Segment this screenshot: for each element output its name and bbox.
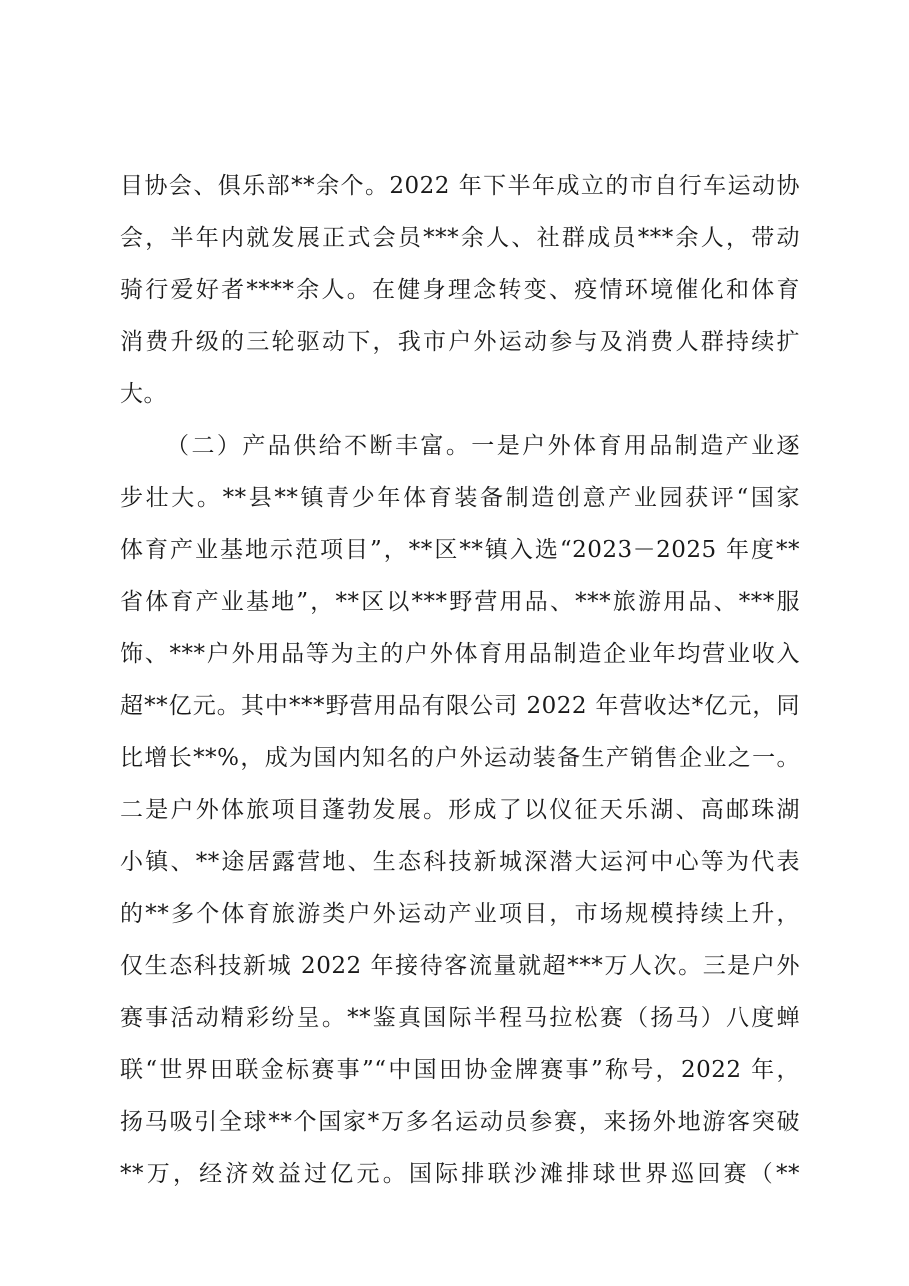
text-line: 省体育产业基地”，**区以***野营用品、***旅游用品、***服 <box>120 589 800 615</box>
text-line: 仅生态科技新城 2022 年接待客流量就超***万人次。三是户外 <box>120 953 800 979</box>
paragraph-heading-line: （二）产品供给不断丰富。一是户外体育用品制造产业逐 <box>166 433 800 459</box>
text-line: 骑行爱好者****余人。在健身理念转变、疫情环境催化和体育 <box>120 277 800 303</box>
text-line: 体育产业基地示范项目”，**区**镇入选“2023－2025 年度** <box>120 537 800 563</box>
text-line: 大。 <box>120 381 167 407</box>
text-line: 超**亿元。其中***野营用品有限公司 2022 年营收达*亿元，同 <box>120 693 800 719</box>
text-line: 扬马吸引全球**个国家*万多名运动员参赛，来扬外地游客突破 <box>120 1109 800 1135</box>
text-line: 二是户外体旅项目蓬勃发展。形成了以仪征天乐湖、高邮珠湖 <box>120 797 800 823</box>
text-line: 的**多个体育旅游类户外运动产业项目，市场规模持续上升， <box>120 901 800 927</box>
text-line: 饰、***户外用品等为主的户外体育用品制造企业年均营业收入 <box>120 641 800 667</box>
text-line: 赛事活动精彩纷呈。**鉴真国际半程马拉松赛（扬马）八度蝉 <box>120 1005 800 1031</box>
text-line: 消费升级的三轮驱动下，我市户外运动参与及消费人群持续扩 <box>120 329 800 355</box>
text-line: 联“世界田联金标赛事”“中国田协金牌赛事”称号，2022 年， <box>120 1057 800 1083</box>
text-line: 比增长**%，成为国内知名的户外运动装备生产销售企业之一。 <box>120 745 800 771</box>
text-line: **万，经济效益过亿元。国际排联沙滩排球世界巡回赛（** <box>120 1161 800 1187</box>
text-line: 目协会、俱乐部**余个。2022 年下半年成立的市自行车运动协 <box>120 173 800 199</box>
text-line: 小镇、**途居露营地、生态科技新城深潜大运河中心等为代表 <box>120 849 800 875</box>
text-line: 会，半年内就发展正式会员***余人、社群成员***余人，带动 <box>120 225 800 251</box>
text-line: 步壮大。**县**镇青少年体育装备制造创意产业园获评“国家 <box>120 485 800 511</box>
